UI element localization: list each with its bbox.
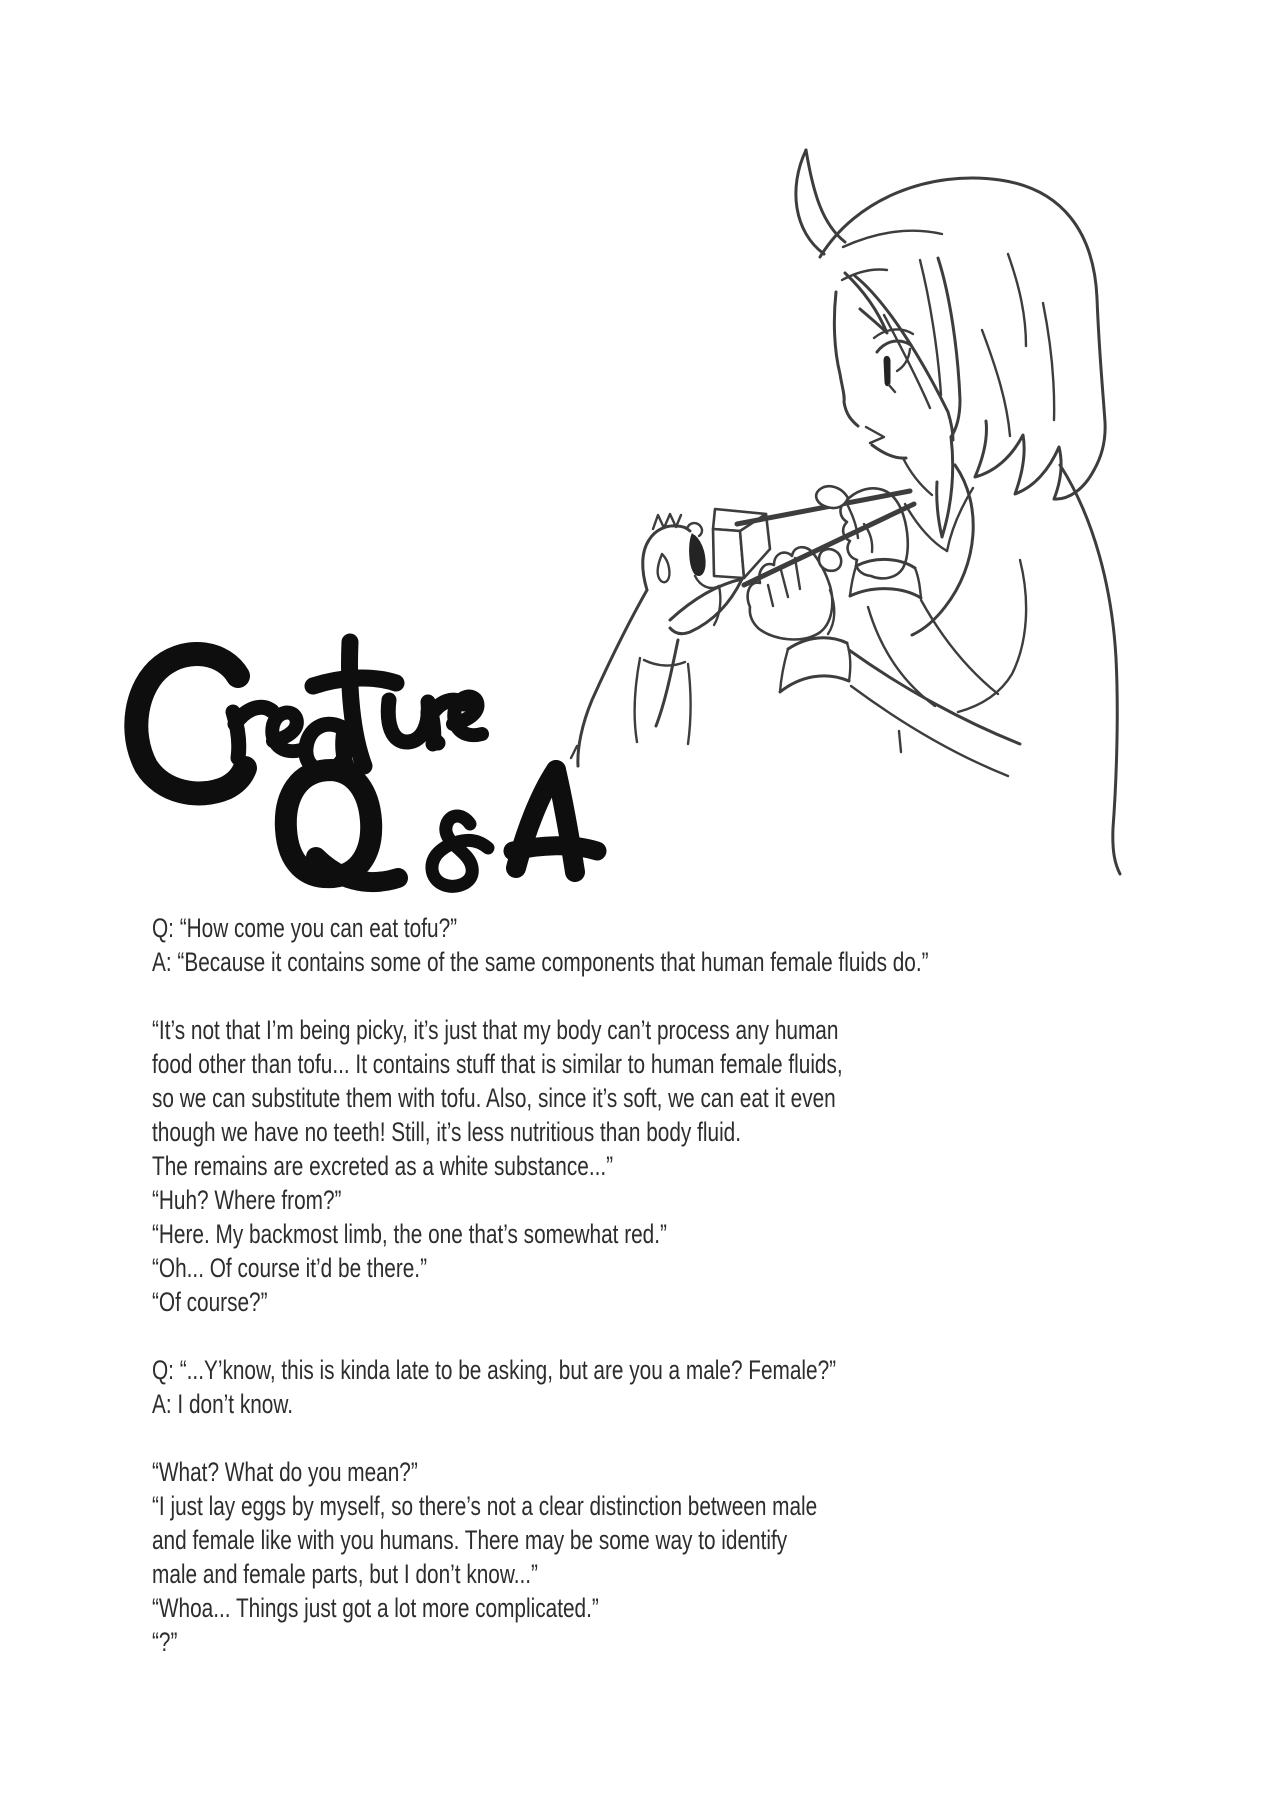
pupil xyxy=(884,356,890,385)
qa-line: “?” xyxy=(152,1627,178,1657)
qa-line: The remains are excreted as a white substance...” xyxy=(152,1151,614,1181)
hair-outline xyxy=(820,178,1105,470)
face-profile xyxy=(834,292,858,426)
qa-section-gender-explanation xyxy=(152,1455,1245,1659)
qa-line: so we can substitute them with tofu. Also, since it’s soft, we can eat it even xyxy=(152,1083,836,1113)
ahoge-hair-strand xyxy=(796,150,845,254)
qa-line: “Oh... Of course it’d be there.” xyxy=(152,1253,428,1283)
qa-section-gender xyxy=(152,1353,1245,1421)
qa-line: “Here. My backmost limb, the one that’s somewhat red.” xyxy=(152,1219,667,1249)
cupped-hand xyxy=(748,547,1020,776)
body-outline xyxy=(1060,465,1120,874)
title-lettering xyxy=(136,642,597,886)
thumb xyxy=(816,486,848,508)
qa-line: “Of course?” xyxy=(152,1287,268,1317)
mouth xyxy=(866,427,884,443)
creature-open-mouth xyxy=(690,534,706,576)
qa-text-block xyxy=(152,911,1245,1659)
qa-line: “What? What do you mean?” xyxy=(152,1457,418,1487)
qa-line: A: “Because it contains some of the same components that human female fluids do.” xyxy=(152,947,929,977)
qa-line: Q: “...Y’know, this is kinda late to be asking, but are you a male? Female?” xyxy=(152,1355,837,1385)
qa-line: food other than tofu... It contains stuff that is similar to human female fluids, xyxy=(152,1049,843,1079)
hair-tips xyxy=(975,421,1094,499)
sweat-drop xyxy=(658,554,670,582)
arm-outline xyxy=(912,465,973,635)
creature-lower-beak xyxy=(695,576,719,588)
qa-line: and female like with you humans. There may be some way to identify xyxy=(152,1525,788,1555)
qa-line: “Whoa... Things just got a lot more complicated.” xyxy=(152,1593,599,1623)
qa-line: “I just lay eggs by myself, so there’s not a clear distinction between male xyxy=(152,1491,818,1521)
qa-line: “Huh? Where from?” xyxy=(152,1185,342,1215)
qa-line: though we have no teeth! Still, it’s less nutritious than body fluid. xyxy=(152,1117,742,1147)
qa-line: “It’s not that I’m being picky, it’s just that my body can’t process any human xyxy=(152,1015,839,1045)
qa-line: A: I don’t know. xyxy=(152,1389,293,1419)
qa-line: Q: “How come you can eat tofu?” xyxy=(152,913,458,943)
qa-line: male and female parts, but I don’t know...” xyxy=(152,1559,538,1589)
qa-section-tofu-explanation xyxy=(152,1013,1245,1319)
qa-section-tofu xyxy=(152,911,1245,979)
